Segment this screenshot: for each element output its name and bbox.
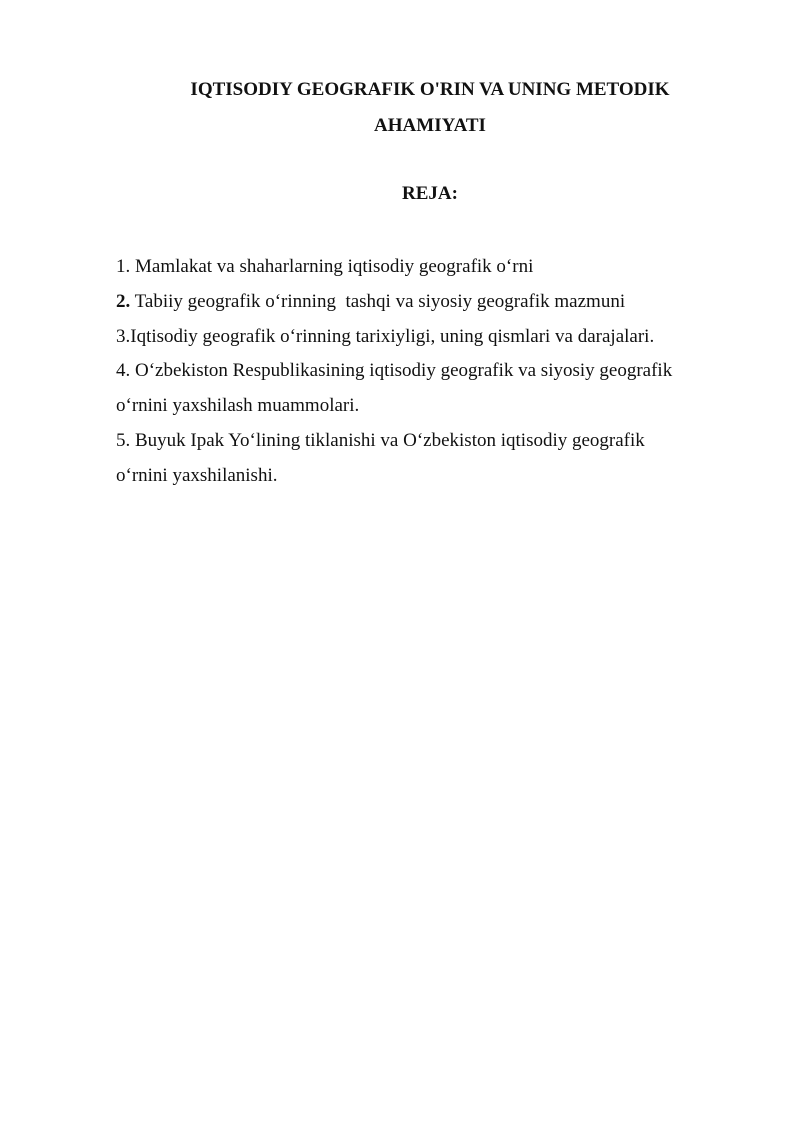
plan-item-4-line-2: o‘rnini yaxshilash muammolari. [116,395,360,417]
document-title-line-2: AHAMIYATI [374,115,486,136]
plan-item-5-line-1: 5. Buyuk Ipak Yo‘lining tiklanishi va O‘zbekiston iqtisodiy geografik [116,429,645,451]
plan-item-1 [116,250,736,285]
plan-item-2-number: 2. [116,290,131,312]
document-title-line-1: IQTISODIY GEOGRAFIK O'RIN VA UNING METODIK [190,79,670,100]
plan-item-4-line-1: 4. O‘zbekiston Respublikasining iqtisodiy geografik va siyosiy geografik [116,360,673,382]
plan-item-1-line-1: 1. Mamlakat va shaharlarning iqtisodiy geografik o‘rni [116,256,534,277]
plan-item-5 [116,424,736,494]
plan-list [116,250,736,494]
plan-item-2-text: Tabiiy geografik o‘rinning tashqi va siyosiy geografik mazmuni [130,290,626,312]
plan-item-2 [116,285,736,320]
plan-item-4 [116,354,736,424]
plan-item-5-line-2: o‘rnini yaxshilanishi. [116,464,278,486]
plan-item-3 [116,320,736,355]
plan-item-2-line-1 [116,285,736,320]
plan-item-3-line-1: 3.Iqtisodiy geografik o‘rinning tarixiyligi, uning qismlari va darajalari. [116,325,655,347]
plan-heading: REJA: [402,183,458,204]
